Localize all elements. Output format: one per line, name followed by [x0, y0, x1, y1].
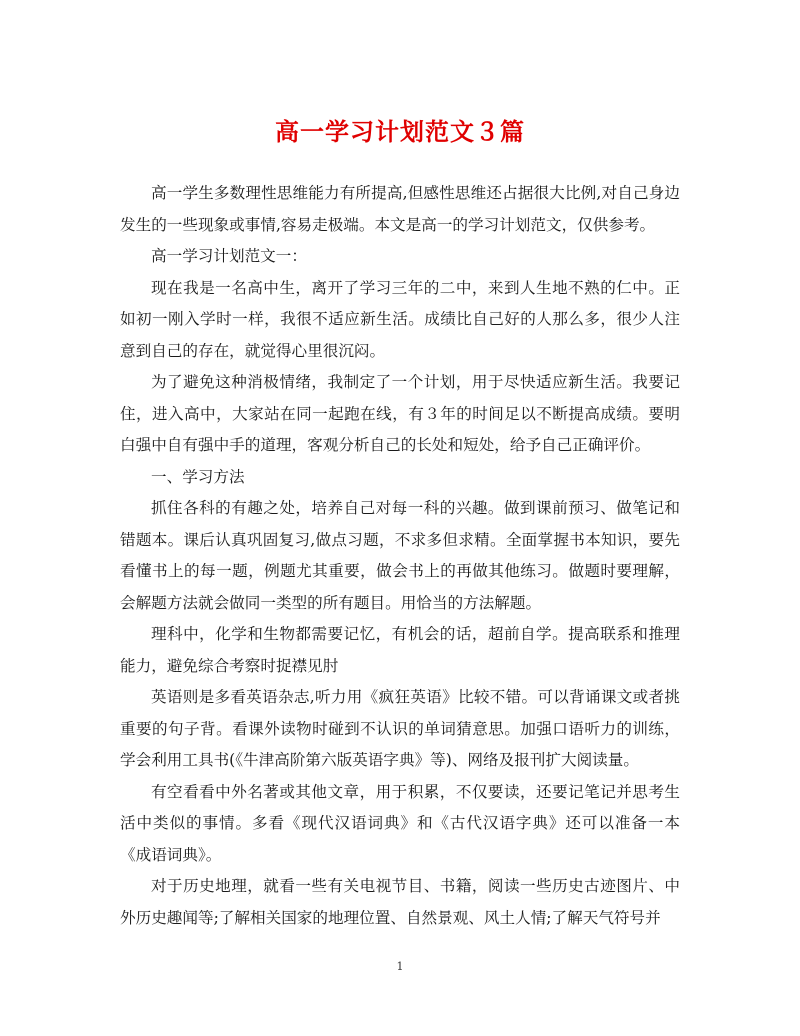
paragraph-subject-interest: 抓住各科的有趣之处，培养自己对每一科的兴趣。做到课前预习、做笔记和错题本。课后认真巩固复习,做点习题，不求多但求精。全面掌握书本知识，要先看懂书上的每一题，例题尤其重要，做会书上的再做其他练习。做题时要理解，会解题方法就会做同一类型的所有题目。用恰当的方法解题。	[120, 499, 680, 612]
paragraph-science: 理科中，化学和生物都需要记忆，有机会的话，超前自学。提高联系和推理能力，避免综合考察时捉襟见肘	[120, 625, 680, 675]
paragraph-plan: 为了避免这种消极情绪，我制定了一个计划，用于尽快适应新生活。我要记住，进入高中，大家站在同一起跑在线，有３年的时间足以不断提高成绩。要明白强中自有强中手的道理，客观分析自己的长处和短处，给予自己正确评价。	[120, 373, 680, 454]
paragraph-intro: 高一学生多数理性思维能力有所提高,但感性思维还占据很大比例,对自己身边发生的一些现象或事情,容易走极端。本文是高一的学习计划范文，仅供参考。	[120, 184, 680, 234]
document-title: 高一学习计划范文３篇	[275, 118, 525, 146]
paragraph-reading: 有空看看中外名著或其他文章，用于积累，不仅要读，还要记笔记并思考生活中类似的事情。多看《现代汉语词典》和《古代汉语字典》还可以准备一本《成语词典》。	[120, 782, 680, 864]
page-number: 1	[396, 960, 404, 973]
document-body	[120, 178, 680, 934]
paragraph-english: 英语则是多看英语杂志,听力用《疯狂英语》比较不错。可以背诵课文或者挑重要的句子背。看课外读物时碰到不认识的单词猜意思。加强口语听力的训练，学会利用工具书(《牛津高阶第六版英语字典》等)、网络及报刊扩大阅读量。	[120, 688, 680, 769]
paragraph-section-heading-1: 高一学习计划范文一：	[151, 247, 307, 265]
paragraph-heading-study-method: 一、学习方法	[151, 467, 245, 486]
paragraph-history-geography: 对于历史地理，就看一些有关电视节目、书籍，阅读一些历史古迹图片、中外历史趣闻等;了解相关国家的地理位置、自然景观、风土人情;了解天气符号并	[120, 877, 680, 927]
paragraph-new-life: 现在我是一名高中生，离开了学习三年的二中，来到人生地不熟的仁中。正如初一刚入学时一样，我很不适应新生活。成绩比自己好的人那么多，很少人注意到自己的存在，就觉得心里很沉闷。	[120, 278, 680, 360]
